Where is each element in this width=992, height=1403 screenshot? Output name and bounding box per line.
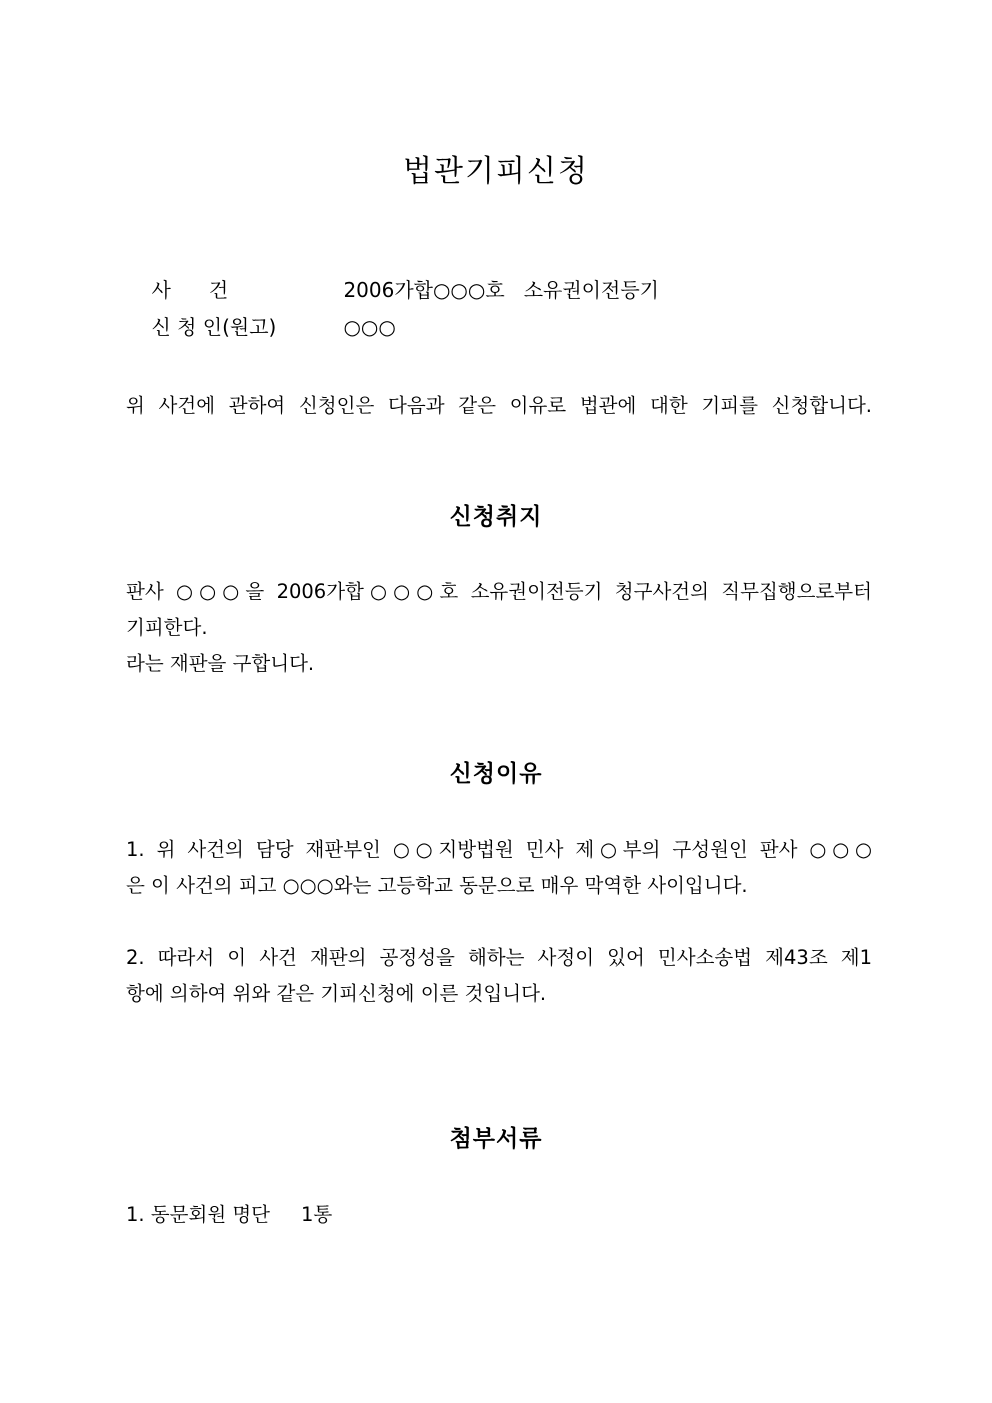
reason-line: 은 이 사건의 피고 ○○○와는 고등학교 동문으로 매우 막역한 사이입니다.: [126, 874, 748, 897]
attachments-heading: 첨부서류: [449, 1125, 543, 1152]
purpose-line: 라는 재판을 구합니다.: [126, 652, 315, 675]
reasons-heading: 신청이유: [449, 760, 543, 787]
attachment-item: 1. 동문회원 명단 1통: [126, 1203, 333, 1226]
intro-line: 위 사건에 관하여 신청인은 다음과 같은 이유로 법관에 대한 기피를 신청합니다.: [126, 394, 872, 417]
purpose-paragraph: [126, 574, 872, 682]
reason-line: 2. 따라서 이 사건 재판의 공정성을 해하는 사정이 있어 민사소송법 제43조 제1: [126, 946, 872, 969]
purpose-heading: 신청취지: [449, 503, 543, 530]
purpose-line: 기피한다.: [126, 616, 208, 639]
reason-line: 1. 위 사건의 담당 재판부인 ○○지방법원 민사 제○부의 구성원인 판사 ○○○: [126, 838, 872, 861]
case-label: 사 건: [151, 278, 229, 302]
applicant-field: [126, 285, 396, 369]
purpose-line: 판사 ○○○을 2006가합○○○호 소유권이전등기 청구사건의 직무집행으로부터: [126, 580, 872, 603]
document-title: 법관기피신청: [403, 154, 589, 189]
reason-item-1: [126, 832, 872, 904]
applicant-value: ○○○: [343, 315, 396, 339]
attachments-list: [126, 1197, 872, 1233]
case-value: 2006가합○○○호 소유권이전등기: [343, 278, 659, 302]
reason-item-2: [126, 940, 872, 1012]
reason-line: 항에 의하여 위와 같은 기피신청에 이른 것입니다.: [126, 982, 547, 1005]
intro-paragraph: [126, 388, 872, 424]
applicant-label: 신 청 인(원고): [151, 315, 277, 339]
